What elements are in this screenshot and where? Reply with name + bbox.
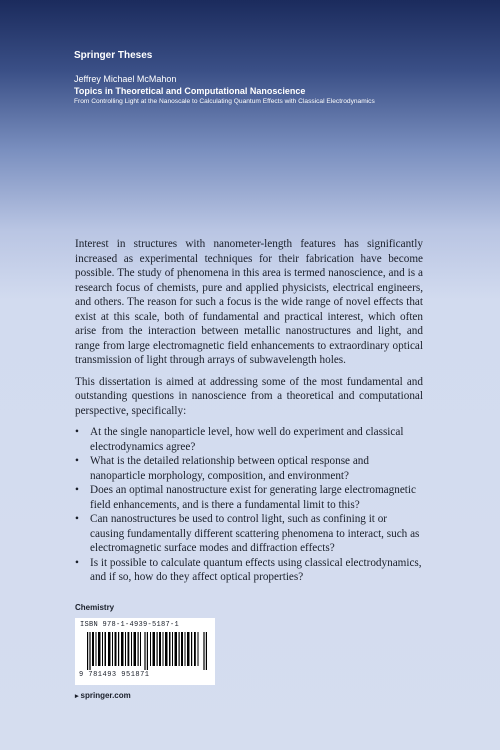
author-name: Jeffrey Michael McMahon — [74, 74, 177, 84]
list-item — [75, 454, 423, 483]
bullet-icon: • — [75, 513, 79, 525]
list-item — [75, 512, 423, 556]
bullet-icon: • — [75, 484, 79, 496]
list-item — [75, 556, 423, 585]
barcode-icon — [87, 632, 207, 670]
book-subtitle: From Controlling Light at the Nanoscale to Calculating Quantum Effects with Classical Electrodynamics — [74, 98, 375, 105]
cover-header — [74, 50, 474, 105]
isbn-text: ISBN 978-1-4939-5187-1 — [80, 621, 180, 629]
list-item-text: Does an optimal nanostructure exist for generating large electromagnetic field enhancements, and is there a fundamental limit to this? — [90, 484, 416, 511]
book-title: Topics in Theoretical and Computational Nanoscience — [74, 86, 306, 96]
bullet-icon: • — [75, 426, 79, 438]
list-item-text: Is it possible to calculate quantum effects using classical electrodynamics, and if so, how do they affect optical properties? — [90, 556, 422, 583]
list-item-text: At the single nanoparticle level, how well do experiment and classical electrodynamics agree? — [90, 426, 404, 453]
list-item-text: Can nanostructures be used to control light, such as confining it or causing fundamentally different scattering phenomena to interact, such as electromagnetic surface modes and diffraction effects? — [90, 513, 420, 554]
cover-footer — [75, 603, 375, 700]
blurb-paragraph-2: This dissertation is aimed at addressing some of the most fundamental and outstanding questions in nanoscience from a theoretical and computational perspective, specifically: — [75, 375, 423, 417]
list-item-text: What is the detailed relationship between optical response and nanoparticle morphology, composition, and environment? — [90, 455, 369, 482]
website-link[interactable] — [75, 691, 375, 700]
list-item — [75, 425, 423, 454]
blurb — [75, 237, 423, 585]
question-list — [75, 425, 423, 585]
category-label: Chemistry — [75, 603, 115, 612]
series-name: Springer Theses — [74, 50, 153, 61]
arrow-right-icon: ▸ — [75, 693, 79, 700]
bullet-icon: • — [75, 556, 79, 569]
barcode-digits: 9 781493 951871 — [79, 671, 150, 679]
bullet-icon: • — [75, 455, 79, 467]
barcode-block — [75, 618, 215, 685]
list-item — [75, 483, 423, 512]
blurb-paragraph-1: Interest in structures with nanometer-length features has significantly increased as experimental techniques for their fabrication have become possible. The study of phenomena in this area is termed nanoscience, and is a research focus of chemists, pure and applied physicists, electrical engineers, and others. The reason for such a focus is the wide range of novel effects that exist at this scale, both of fundamental and practical interest, which often arise from the interaction between metallic nanostructures and light, and range from large electromagnetic field enhancements to extraordinary optical transmission of light through arrays of subwavelength holes. — [75, 238, 423, 366]
website-text: springer.com — [80, 691, 131, 700]
